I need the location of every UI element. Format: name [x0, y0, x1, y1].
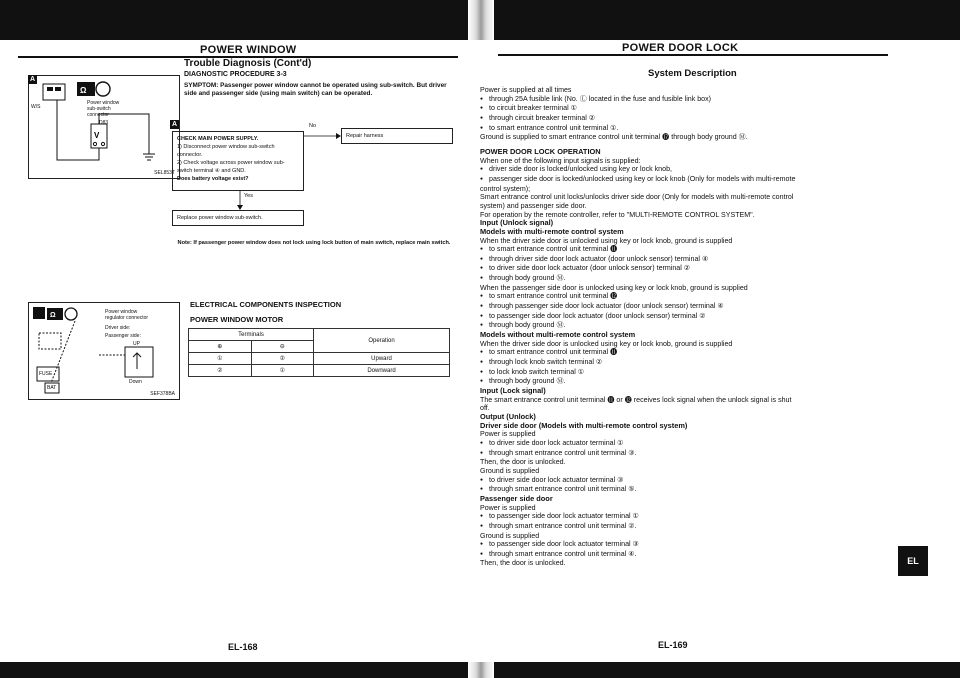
- svg-text:Ω: Ω: [80, 86, 87, 95]
- yes-label: Yes: [244, 193, 253, 199]
- replace-box: Replace power window sub-switch.: [172, 210, 304, 226]
- bullet-item: ● to driver side door lock actuator (door unlock sensor) terminal ②: [480, 264, 900, 274]
- svg-text:Ω: Ω: [50, 312, 56, 319]
- subswitch-connector-figure: [28, 75, 180, 179]
- bullet-item: ● to passenger side door lock actuator terminal ①: [480, 512, 900, 522]
- symptom-text: SYMPTOM: Passenger power window cannot be operated using sub-switch. But driver side and passenger side (using main switch) can be operated.: [184, 82, 447, 97]
- minus-cell: ②: [251, 353, 314, 365]
- connector-diagram: [29, 76, 179, 178]
- section2-subtitle: POWER WINDOW MOTOR: [190, 315, 284, 324]
- procedure-title: DIAGNOSTIC PROCEDURE 3-3: [184, 71, 287, 78]
- body-line: Power is supplied: [480, 503, 536, 512]
- regulator-connector-label: Power window regulator connector: [105, 309, 149, 321]
- body-line: Power is supplied at all times: [480, 86, 572, 94]
- bullet-item: ● through smart entrance control unit terminal ⑤.: [480, 485, 900, 495]
- plus-cell: ①: [189, 353, 252, 365]
- body-line: When the driver side door is unlocked using key or lock knob, ground is supplied: [480, 339, 733, 348]
- bullet-item: ● passenger side door is locked/unlocked using key or lock knob (Only for models with multi-remote: [480, 175, 900, 185]
- right-header-rule: [498, 54, 888, 56]
- section-heading: Models with multi-remote control system: [480, 227, 624, 236]
- section-heading: Input (Unlock signal): [480, 219, 554, 228]
- check-step-2: 2) Check voltage across power window sub-switch terminal ④ and GND.: [177, 160, 285, 174]
- body-line: When the passenger side door is unlocked using key or lock knob, ground is supplied: [480, 283, 748, 292]
- bullet-item: ● to smart entrance control unit terminal ⓫: [480, 245, 900, 255]
- body-line: When the driver side door is unlocked using key or lock knob, ground is supplied: [480, 236, 733, 245]
- body-line: Power is supplied: [480, 430, 536, 439]
- down-label: Down: [129, 379, 142, 385]
- body-line: For operation by the remote controller, refer to "MULTI-REMOTE CONTROL SYSTEM".: [480, 210, 755, 219]
- bullet-item: ● through smart entrance control unit terminal ③.: [480, 449, 900, 459]
- body-line: Smart entrance control unit locks/unlocks driver side door (Only for models with multi-remote control: [480, 193, 794, 202]
- bullet-item: ● to driver side door lock actuator terminal ①: [480, 439, 900, 449]
- check-box: [172, 131, 304, 191]
- passenger-side-label: Passenger side:: [105, 333, 141, 339]
- right-page-header: POWER DOOR LOCK: [622, 42, 739, 54]
- bullet-item: ● through lock knob switch terminal ②: [480, 358, 900, 368]
- section2-title: ELECTRICAL COMPONENTS INSPECTION: [190, 300, 342, 309]
- bullet-item: ● through driver side door lock actuator (door unlock sensor) terminal ④: [480, 255, 900, 265]
- system-description-body: [480, 86, 900, 568]
- bullet-item: ● to circuit breaker terminal ①: [480, 104, 900, 114]
- bullet-item: ● to smart entrance control unit terminal ⓬: [480, 292, 900, 302]
- figure-letter: A: [29, 76, 36, 83]
- section-heading: Passenger side door: [480, 494, 553, 503]
- section-heading: Output (Unlock): [480, 412, 536, 421]
- section-letter: A: [171, 121, 178, 128]
- bullet-item: ● to lock knob switch terminal ①: [480, 368, 900, 378]
- bullet-item: ● through smart entrance control unit terminal ④.: [480, 550, 900, 560]
- table-row: [189, 365, 450, 377]
- repair-box: Repair harness: [341, 128, 453, 144]
- figure-ref: SEL853T: [154, 170, 175, 176]
- check-question: Does battery voltage exist?: [177, 176, 249, 182]
- right-bottom-border: [492, 662, 960, 678]
- body-line: Ground is supplied to smart entrance control unit terminal ⓱ through body ground Ⓜ.: [480, 133, 748, 142]
- bullet-item: ● to smart entrance control unit terminal ①.: [480, 124, 900, 134]
- body-line: Then, the door is unlocked.: [480, 458, 566, 467]
- left-page-number: EL-168: [228, 642, 258, 652]
- bullet-item: ● through 25A fusible link (No. Ⓛ located in the fuse and fusible link box): [480, 95, 900, 105]
- plus-cell: ②: [189, 365, 252, 377]
- bat-label: BAT: [47, 385, 57, 391]
- bullet-item: ● through smart entrance control unit terminal ②.: [480, 522, 900, 532]
- operation-header: Operation: [314, 329, 450, 353]
- body-line: control system);: [480, 184, 531, 193]
- driver-side-label: Driver side:: [105, 325, 131, 331]
- bullet-item: ● to smart entrance control unit terminal ⓫: [480, 348, 900, 358]
- body-line: Ground is supplied: [480, 466, 540, 475]
- body-line: system) and passenger side door.: [480, 201, 587, 210]
- note-text: Note: If passenger power window does not lock using lock button of main switch, replace main switch.: [177, 240, 451, 246]
- section-heading: POWER DOOR LOCK OPERATION: [480, 147, 601, 156]
- bullet-item: ● through passenger side door lock actuator (door unlock sensor) terminal ④: [480, 302, 900, 312]
- left-page-header: POWER WINDOW: [200, 44, 297, 56]
- bullet-item: ● to passenger side door lock actuator (door unlock sensor) terminal ②: [480, 312, 900, 322]
- system-description-title: System Description: [648, 68, 737, 79]
- table-row: [189, 353, 450, 365]
- body-line: off.: [480, 404, 490, 413]
- plus-header: ⊕: [189, 341, 252, 353]
- section-heading: Driver side door (Models with multi-remote control system): [480, 421, 688, 430]
- body-line: Ground is supplied: [480, 531, 540, 540]
- left-top-border: [0, 0, 470, 40]
- motor-test-figure: [28, 302, 180, 400]
- bullet-item: ● to driver side door lock actuator terminal ③: [480, 476, 900, 486]
- bullet-item: ● through body ground Ⓜ.: [480, 274, 900, 284]
- minus-cell: ①: [251, 365, 314, 377]
- terminals-header: Terminals: [189, 329, 314, 341]
- up-label: UP: [133, 341, 140, 347]
- right-top-border: [492, 0, 960, 40]
- left-bottom-border: [0, 662, 470, 678]
- check-title: CHECK MAIN POWER SUPPLY.: [177, 136, 259, 142]
- check-step-1: 1) Disconnect power window sub-switch connector.: [177, 144, 275, 158]
- figure2-ref: SEF378BA: [150, 391, 175, 397]
- minus-header: ⊖: [251, 341, 314, 353]
- bullet-item: ● through body ground Ⓜ.: [480, 321, 900, 331]
- bullet-item: ● through circuit breaker terminal ②: [480, 114, 900, 124]
- no-label: No: [309, 123, 317, 129]
- connector-code: D83: [99, 120, 109, 126]
- bullet-item: ● to passenger side door lock actuator terminal ③: [480, 540, 900, 550]
- motor-terminal-table: [188, 328, 450, 377]
- body-line: The smart entrance control unit terminal ⓫ or ⓬ receives lock signal when the unlock signal is shut: [480, 395, 792, 404]
- page-title: Trouble Diagnosis (Cont'd): [184, 58, 312, 69]
- operation-cell: Downward: [314, 365, 450, 377]
- ws-label: W/S: [31, 104, 41, 110]
- operation-cell: Upward: [314, 353, 450, 365]
- body-line: Then, the door is unlocked.: [480, 559, 566, 568]
- section-heading: Input (Lock signal): [480, 387, 546, 395]
- svg-text:V: V: [94, 131, 100, 140]
- section-heading: Models without multi-remote control system: [480, 331, 636, 340]
- body-line: When one of the following input signals is supplied:: [480, 156, 641, 165]
- fuse-label: FUSE: [39, 371, 53, 377]
- bullet-item: ● driver side door is locked/unlocked using key or lock knob,: [480, 165, 900, 175]
- right-page-number: EL-169: [658, 640, 688, 650]
- connector-label: Power window sub-switch connector: [87, 100, 120, 118]
- bullet-item: ● through body ground Ⓜ.: [480, 377, 900, 387]
- el-section-tab: EL: [898, 546, 928, 576]
